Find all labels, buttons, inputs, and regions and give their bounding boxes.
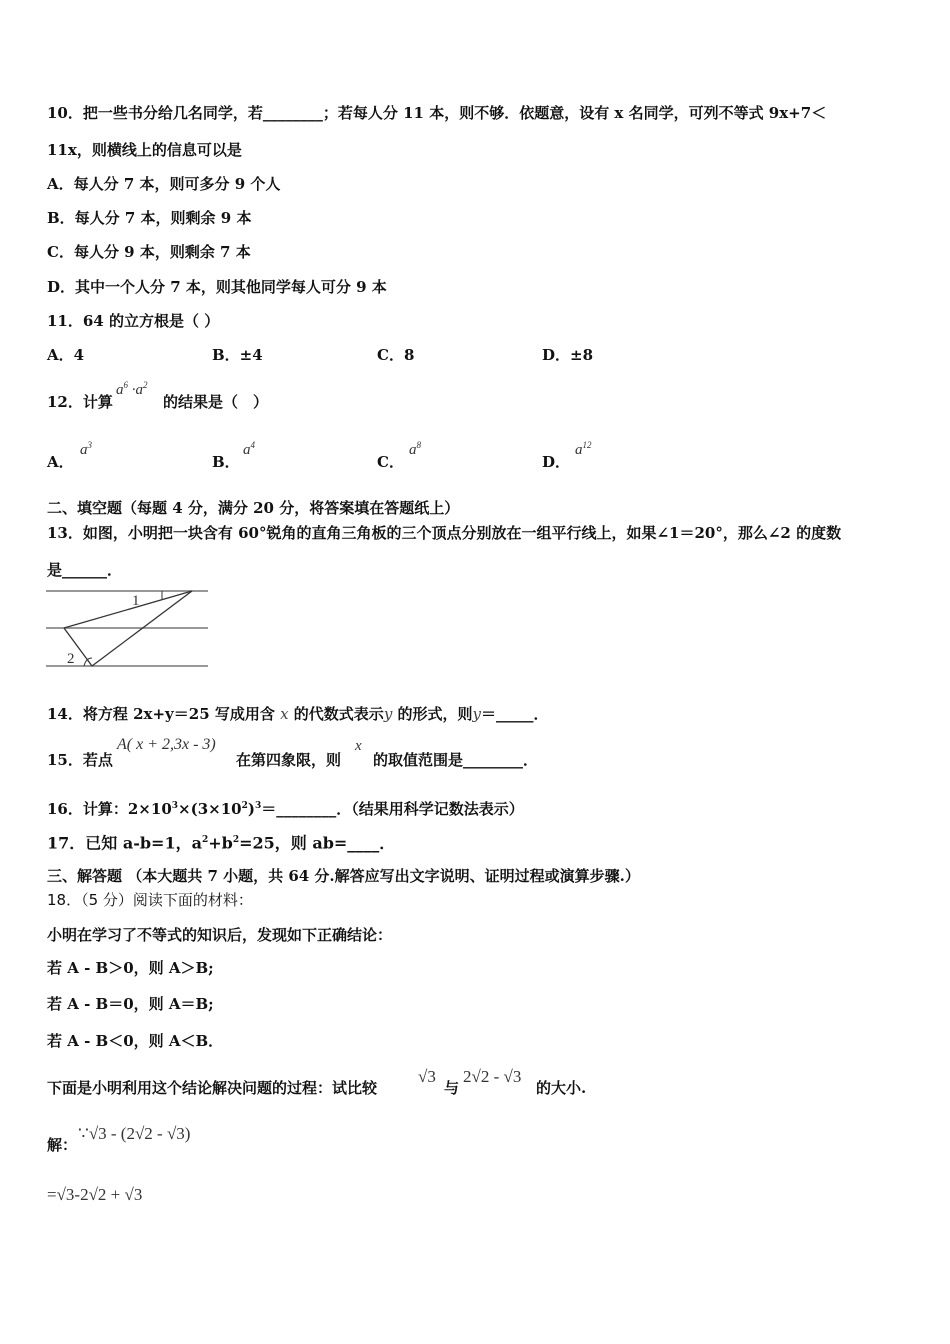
q12-option-a-label: A． bbox=[47, 453, 74, 471]
angle-label-2: 2 bbox=[67, 651, 75, 667]
q15-var-x: x bbox=[355, 738, 362, 754]
q14-prefix: 14．将方程 2x+y＝25 写成用含 bbox=[47, 705, 275, 723]
q18-rule-2: 若 A - B＝0，则 A＝B; bbox=[47, 995, 214, 1013]
q15-suffix: 的取值范围是________． bbox=[373, 751, 539, 769]
q18-solution-step-2: =√3-2√2 + √3 bbox=[47, 1185, 143, 1204]
q12-option-b-label: B． bbox=[212, 453, 240, 471]
q18-solution-label: 解： bbox=[47, 1136, 78, 1154]
q14-var-x: x bbox=[280, 705, 289, 723]
angle-label-1: 1 bbox=[132, 593, 140, 609]
q12-expression bbox=[116, 380, 148, 399]
q15-point: A( x + 2,3x - 3) bbox=[117, 736, 216, 753]
q14-middle: 的代数式表示 bbox=[293, 705, 384, 723]
q15-middle: 在第四象限，则 bbox=[236, 751, 342, 769]
q17-line: 17．已知 a-b=1，$a^2+b^2=25$，则 ab=____． bbox=[47, 833, 396, 853]
q13-line2: 是______． bbox=[47, 561, 123, 579]
q18-solution-expression: ∵√3 - (2√2 - √3) bbox=[78, 1124, 191, 1143]
q11-option-d: D．±8 bbox=[542, 346, 594, 364]
q10-option-a: A．每人分 7 本，则可多分 9 个人 bbox=[47, 175, 281, 193]
q10-line2: 11x，则横线上的信息可以是 bbox=[47, 141, 242, 159]
q18-stem: 18．（5 分）阅读下面的材料： bbox=[47, 891, 253, 909]
q14-suffix: 的形式，则 bbox=[397, 705, 473, 723]
q18-intro: 小明在学习了不等式的知识后，发现如下正确结论： bbox=[47, 926, 393, 944]
q12-option-d-label: D． bbox=[542, 453, 571, 471]
q14-var-y: y bbox=[383, 705, 393, 723]
q16-line: 16．计算：$2\times 10^3\times(3\times 10^2)^3=\_\_\_\_\_\_\_\_$．（结果用科学记数法表示） bbox=[47, 800, 524, 818]
q12-option-d-value: $a^{12}$ bbox=[575, 440, 592, 458]
q10-option-c: C．每人分 9 本，则剩余 7 本 bbox=[47, 243, 251, 261]
q15-prefix: 15．若点 bbox=[47, 751, 113, 769]
q14-end: ＝_____． bbox=[481, 705, 549, 723]
q11-option-a: A．4 bbox=[47, 346, 85, 364]
q18-compare-with: 与 bbox=[444, 1079, 460, 1097]
q18-compare-b: 2√2 - √3 bbox=[463, 1067, 522, 1086]
q12-expr-dot: ·a bbox=[131, 382, 143, 398]
q18-rule-3: 若 A - B＜0，则 A＜B． bbox=[47, 1032, 224, 1050]
q12-expr-exp2: 2 bbox=[143, 380, 148, 390]
q14-var-y2: y bbox=[472, 705, 482, 723]
q12-option-a-value: $a^3$ bbox=[80, 440, 92, 458]
q10-option-b: B．每人分 7 本，则剩余 9 本 bbox=[47, 209, 252, 227]
section-3-heading: 三、解答题 （本大题共 7 小题，共 64 分.解答应写出文字说明、证明过程或演算步骤.） bbox=[47, 867, 640, 885]
q12-expr-exp1: 6 bbox=[123, 380, 128, 390]
q12-option-c-label: C． bbox=[377, 453, 404, 471]
q11-option-c: C．8 bbox=[377, 346, 415, 364]
triangle-side-1 bbox=[64, 591, 192, 628]
q13-line1: 13．如图，小明把一块含有 60°锐角的直角三角板的三个顶点分别放在一组平行线上，如果∠1＝20°，那么∠2 的度数 bbox=[47, 524, 842, 542]
q14-line bbox=[47, 704, 549, 724]
q10-option-d: D．其中一个人分 7 本，则其他同学每人可分 9 本 bbox=[47, 278, 387, 296]
q18-compare-prefix: 下面是小明利用这个结论解决问题的过程：试比较 bbox=[47, 1079, 378, 1097]
q11-stem: 11．64 的立方根是（ ） bbox=[47, 312, 220, 330]
q12-stem-suffix: 的结果是（ ） bbox=[163, 393, 269, 411]
q11-option-b: B．±4 bbox=[212, 346, 263, 364]
q18-rule-1: 若 A - B＞0，则 A＞B; bbox=[47, 959, 214, 977]
q12-option-b-value: $a^4$ bbox=[243, 440, 255, 458]
section-2-heading: 二、填空题（每题 4 分，满分 20 分，将答案填在答题纸上） bbox=[47, 499, 460, 517]
q18-compare-suffix: 的大小. bbox=[536, 1079, 587, 1097]
q18-compare-a: √3 bbox=[418, 1067, 436, 1086]
q12-option-c-value: $a^8$ bbox=[409, 440, 421, 458]
q12-expr-base: a bbox=[116, 382, 124, 398]
q13-figure bbox=[44, 586, 210, 672]
q10-line1: 10．把一些书分给几名同学，若________；若每人分 11 本，则不够．依题意，设有 x 名同学，可列不等式 9x+7＜ bbox=[47, 104, 827, 122]
q12-stem-prefix: 12．计算 bbox=[47, 393, 113, 411]
